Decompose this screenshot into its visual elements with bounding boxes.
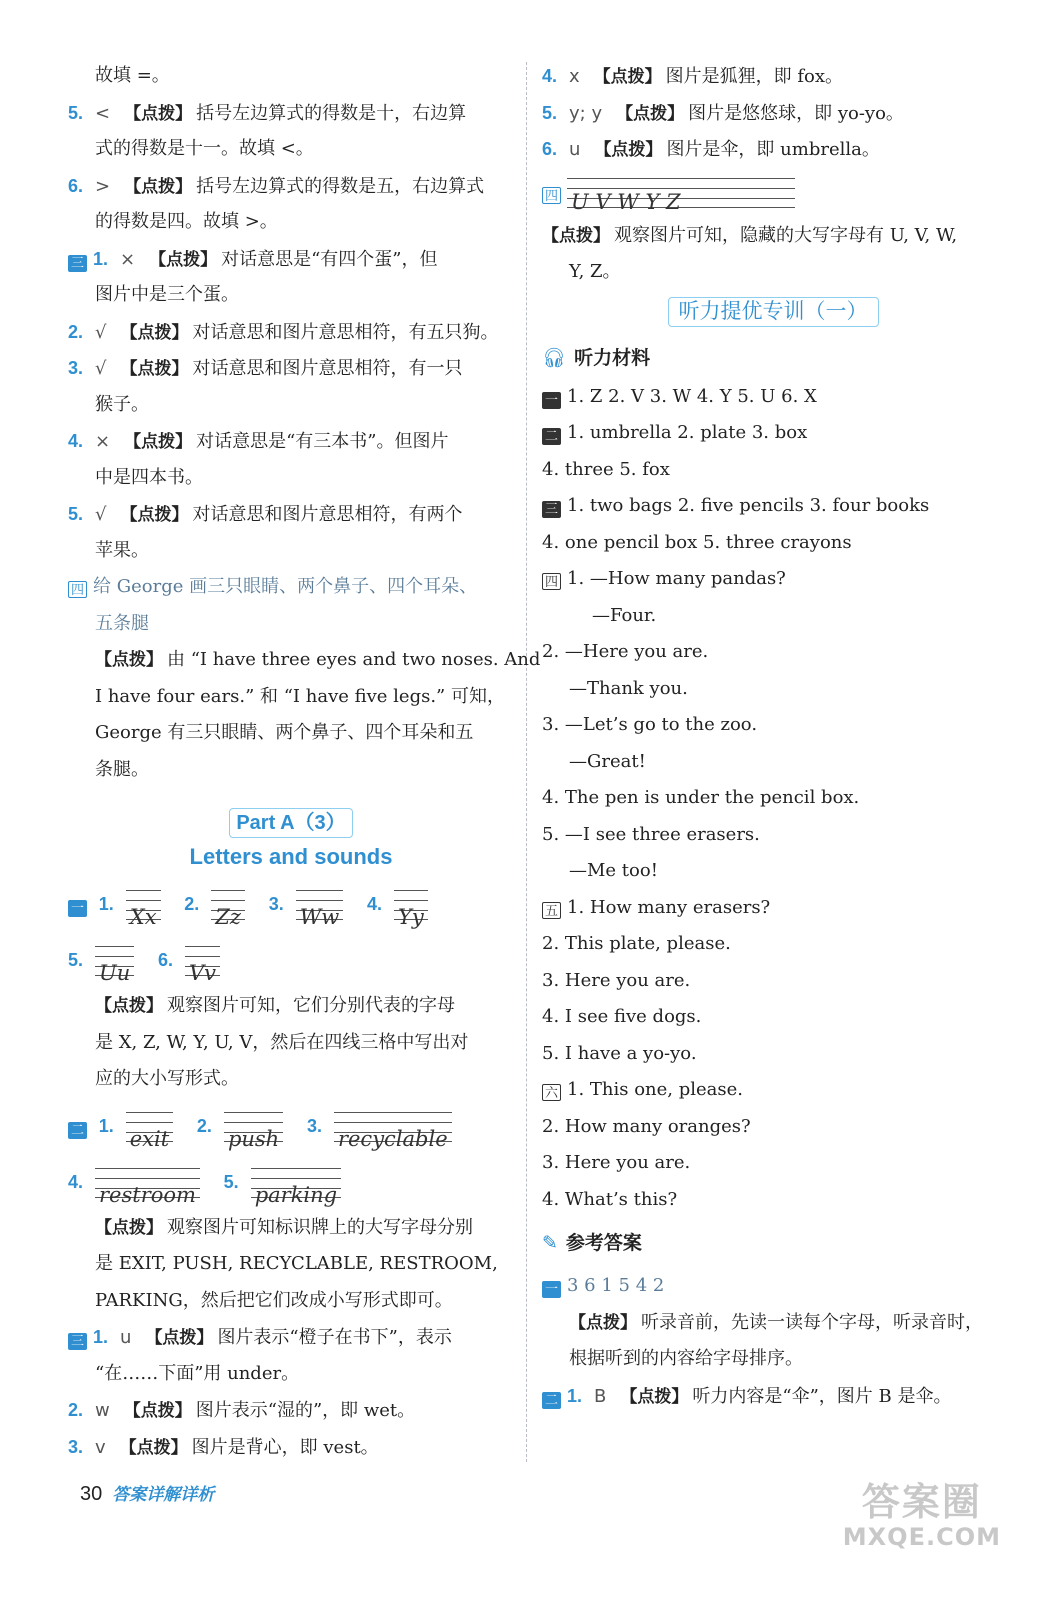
hint-text: 对话意思是“有四个蛋”，但 bbox=[221, 248, 438, 270]
material-1 bbox=[542, 379, 1004, 416]
handwriting-box bbox=[185, 946, 220, 985]
material-text: 1. umbrella 2. plate 3. box bbox=[567, 422, 808, 443]
section3-answer-2 bbox=[68, 314, 514, 351]
text-line: 是 X, Z, W, Y, U, V，然后在四线三格中写出对 bbox=[95, 1031, 469, 1053]
item-number: 4. bbox=[68, 431, 84, 451]
hint-tag: 【点拨】 bbox=[95, 1217, 163, 1238]
item-number: 4. bbox=[367, 894, 383, 914]
text-line: I have four ears.” 和 “I have five legs.” 可知， bbox=[95, 685, 505, 707]
answer-4 bbox=[542, 58, 1004, 95]
section3-answer-4 bbox=[68, 423, 514, 460]
handwriting-box bbox=[95, 1168, 200, 1207]
item-number: 2. bbox=[68, 321, 84, 342]
handwriting-box bbox=[334, 1112, 452, 1151]
answer-mark: y; y bbox=[569, 102, 603, 124]
hint-text: 对话意思和图片意思相符，有两个 bbox=[192, 504, 463, 525]
text-line: 应的大小写形式。 bbox=[95, 1068, 239, 1089]
section-two-icon: 二 bbox=[68, 1122, 87, 1139]
answer-5 bbox=[68, 95, 514, 132]
section3b-answer-1 bbox=[68, 1319, 514, 1356]
text-line: “在……下面”用 under。 bbox=[95, 1362, 300, 1384]
item-number: 5. bbox=[68, 950, 84, 970]
hint-tag: 【点拨】 bbox=[124, 176, 193, 197]
handwritten-word: recyclable bbox=[337, 1126, 448, 1151]
section3b-answer-3 bbox=[68, 1429, 514, 1466]
handwritten-letters: Uu bbox=[99, 961, 131, 985]
handwriting-box bbox=[296, 890, 344, 929]
hint-tag: 【点拨】 bbox=[120, 505, 189, 525]
section4-answer bbox=[68, 569, 514, 606]
handwritten-word: parking bbox=[254, 1182, 338, 1207]
material-text: 1. This one, please. bbox=[567, 1079, 744, 1100]
handwritten-word: push bbox=[227, 1126, 280, 1151]
answer-mark: × bbox=[95, 431, 111, 452]
answer-mark: × bbox=[120, 248, 136, 270]
hint-text: 括号左边算式的得数是十，右边算 bbox=[196, 102, 467, 124]
watermark bbox=[843, 1482, 1001, 1550]
section-four-icon: 四 bbox=[68, 581, 87, 598]
hint-tag: 【点拨】 bbox=[616, 103, 685, 124]
text-line: 4. The pen is under the pencil box. bbox=[542, 787, 860, 808]
text-line: —Great! bbox=[569, 750, 646, 772]
item-number: 5. bbox=[68, 504, 84, 524]
answers-heading bbox=[542, 1218, 1004, 1268]
item-number: 6. bbox=[157, 950, 173, 970]
section-six-icon: 六 bbox=[542, 1084, 561, 1101]
hint-text: 对话意思和图片意思相符，有五只狗。 bbox=[192, 321, 499, 343]
item-number: 2. bbox=[68, 1400, 84, 1420]
hint-line bbox=[68, 642, 541, 679]
hint-text: 听录音前，先读一读每个字母，听录音时， bbox=[641, 1311, 983, 1333]
text-line: 式的得数是十一。故填 <。 bbox=[95, 138, 314, 159]
handwritten-word: restroom bbox=[99, 1182, 196, 1207]
handwritten-letters: Yy bbox=[398, 905, 424, 929]
hint-text: 由 “I have three eyes and two noses. And bbox=[167, 649, 541, 670]
handwritten-letters: Ww bbox=[299, 905, 340, 929]
item-number: 1. bbox=[93, 1327, 109, 1347]
hint-tag: 【点拨】 bbox=[569, 1312, 637, 1333]
write-row-1 bbox=[68, 876, 514, 932]
handwriting-box bbox=[567, 178, 795, 214]
item-number: 2. bbox=[184, 894, 200, 914]
material-2 bbox=[542, 415, 1004, 452]
section-three-icon: 三 bbox=[542, 501, 561, 518]
hint-tag: 【点拨】 bbox=[124, 103, 193, 124]
material-3 bbox=[542, 488, 1004, 525]
answer-mark: x bbox=[569, 66, 580, 87]
handwriting-box bbox=[224, 1112, 283, 1151]
hint-text: 对话意思和图片意思相符，有一只 bbox=[192, 358, 463, 379]
material-text: 1. —How many pandas? bbox=[567, 568, 786, 589]
hint-text: 图片表示“湿的”，即 wet。 bbox=[195, 1400, 416, 1421]
hint-tag: 【点拨】 bbox=[120, 359, 189, 379]
text-line: 条腿。 bbox=[95, 758, 149, 780]
text-line: 2. —Here you are. bbox=[542, 641, 709, 662]
answer-text: 给 George 画三只眼睛、两个鼻子、四个耳朵、 bbox=[93, 576, 478, 597]
item-number: 4. bbox=[68, 1171, 84, 1192]
section3-answer-5 bbox=[68, 496, 514, 533]
answer-seq bbox=[542, 1268, 1004, 1305]
text-line: 猴子。 bbox=[95, 393, 149, 415]
watermark-url: MXQE.COM bbox=[842, 1522, 1001, 1551]
answer-mark: B bbox=[594, 1385, 607, 1407]
text-line: 5. —I see three erasers. bbox=[542, 823, 760, 845]
hint-tag: 【点拨】 bbox=[119, 1437, 188, 1458]
hint-tag: 【点拨】 bbox=[95, 996, 163, 1016]
answer-b bbox=[542, 1378, 1004, 1415]
brand-text: 答案详解详析 bbox=[112, 1485, 215, 1504]
column-divider bbox=[526, 62, 527, 1462]
item-number: 1. bbox=[93, 248, 109, 269]
listening-title: 听力提优专训（一） bbox=[668, 297, 879, 327]
hint-tag: 【点拨】 bbox=[123, 1401, 192, 1421]
section-two-icon: 二 bbox=[542, 1392, 561, 1409]
handwriting-box bbox=[211, 890, 245, 929]
text-line: 4. I see five dogs. bbox=[542, 1006, 702, 1027]
item-number: 1. bbox=[567, 1385, 583, 1406]
hint-text: 括号左边算式的得数是五，右边算式 bbox=[196, 175, 485, 197]
text-line: —Me too! bbox=[569, 860, 658, 881]
part-title: Part A（3） bbox=[229, 808, 352, 838]
section-four-icon: 四 bbox=[542, 573, 561, 590]
handwritten-word: exit bbox=[129, 1126, 170, 1151]
hint-tag: 【点拨】 bbox=[620, 1386, 689, 1407]
answer-mark: w bbox=[95, 1400, 110, 1421]
text-line: 根据听到的内容给字母排序。 bbox=[569, 1348, 803, 1369]
text-line: —Thank you. bbox=[569, 677, 688, 699]
handwritten-letters: Xx bbox=[129, 905, 157, 929]
hint-line bbox=[542, 218, 1004, 255]
answer-6 bbox=[542, 131, 1004, 168]
text-line: 的得数是四。故填 >。 bbox=[95, 211, 278, 232]
item-number: 6. bbox=[542, 139, 558, 159]
material-4 bbox=[542, 561, 1004, 598]
section3-answer-1 bbox=[68, 241, 514, 278]
text-line: 图片中是三个蛋。 bbox=[95, 284, 239, 305]
material-text: 1. Z 2. V 3. W 4. Y 5. U 6. X bbox=[567, 385, 817, 407]
answer-mark: v bbox=[95, 1436, 106, 1458]
text-line: 3. —Let’s go to the zoo. bbox=[542, 714, 758, 735]
hint-tag: 【点拨】 bbox=[120, 322, 189, 343]
write-row-3 bbox=[68, 1098, 514, 1154]
text-line: 2. How many oranges? bbox=[542, 1115, 751, 1137]
section3b-answer-2 bbox=[68, 1392, 514, 1429]
answer-mark: u bbox=[120, 1327, 132, 1348]
heading-text: 听力材料 bbox=[574, 346, 651, 369]
text-line: 4. What’s this? bbox=[542, 1188, 678, 1210]
text-line: PARKING，然后把它们改成小写形式即可。 bbox=[95, 1289, 453, 1311]
section-three-icon: 三 bbox=[68, 255, 87, 272]
hint-tag: 【点拨】 bbox=[149, 249, 218, 270]
text-line: 故填 =。 bbox=[95, 65, 170, 86]
page-footer bbox=[80, 1480, 214, 1506]
hint-text: 听力内容是“伞”，图片 B 是伞。 bbox=[692, 1385, 952, 1407]
answer-6 bbox=[68, 168, 514, 205]
hint-line bbox=[542, 1305, 1004, 1342]
answer-mark: √ bbox=[95, 358, 107, 379]
hint-tag: 【点拨】 bbox=[542, 225, 610, 246]
section3-answer-3 bbox=[68, 350, 514, 387]
handwriting-box bbox=[95, 946, 134, 985]
material-6 bbox=[542, 1072, 1004, 1109]
part-subtitle: Letters and sounds bbox=[189, 844, 393, 869]
text-line: 3. Here you are. bbox=[542, 969, 691, 991]
item-number: 5. bbox=[223, 1171, 239, 1192]
handwritten-letters: U V W Y Z bbox=[571, 189, 681, 214]
item-number: 5. bbox=[542, 102, 558, 123]
item-number: 2. bbox=[196, 1115, 212, 1136]
section-one-icon: 一 bbox=[68, 900, 87, 917]
item-number: 6. bbox=[68, 175, 84, 196]
hint-tag: 【点拨】 bbox=[594, 140, 663, 160]
write-row-2 bbox=[68, 932, 514, 988]
hint-text: 对话意思是“有三本书”。但图片 bbox=[196, 431, 449, 452]
answer-mark: > bbox=[95, 175, 111, 197]
hint-tag: 【点拨】 bbox=[124, 432, 193, 452]
section-three-icon: 三 bbox=[68, 1333, 87, 1350]
hint-text: 图片是伞，即 umbrella。 bbox=[666, 139, 880, 160]
headphones-icon: 🎧︎ bbox=[542, 346, 567, 369]
text-line: Y, Z。 bbox=[569, 261, 621, 282]
hint-text: 观察图片可知，它们分别代表的字母 bbox=[167, 995, 455, 1016]
answer-mark: √ bbox=[95, 321, 107, 343]
item-number: 3. bbox=[68, 1436, 84, 1457]
hint-line bbox=[68, 1210, 514, 1247]
listen-title-wrap bbox=[542, 291, 1004, 337]
text-line: 4. three 5. fox bbox=[542, 458, 670, 480]
hint-tag: 【点拨】 bbox=[593, 67, 662, 87]
material-5 bbox=[542, 890, 1004, 927]
hint-text: 图片是背心，即 vest。 bbox=[191, 1436, 379, 1458]
sequence-text: 3 6 1 5 4 2 bbox=[567, 1275, 665, 1296]
handwriting-box bbox=[126, 1112, 173, 1151]
hint-text: 图片是狐狸，即 fox。 bbox=[665, 66, 844, 87]
item-number: 1. bbox=[98, 894, 114, 914]
item-number: 3. bbox=[306, 1115, 322, 1136]
text-line: —Four. bbox=[592, 604, 657, 626]
answer-mark: < bbox=[95, 102, 111, 124]
text-line: 苹果。 bbox=[95, 539, 149, 561]
page-number: 30 bbox=[80, 1483, 103, 1505]
heading-text: 参考答案 bbox=[565, 1232, 642, 1254]
hint-text: 观察图片可知标识牌上的大写字母分别 bbox=[167, 1216, 473, 1238]
handwritten-letters: Zz bbox=[215, 905, 241, 929]
section-one-icon: 一 bbox=[542, 392, 561, 409]
handwritten-letters: Vv bbox=[189, 961, 217, 985]
right-column bbox=[542, 58, 1004, 1414]
handwriting-box bbox=[394, 890, 428, 929]
text-line: 4. one pencil box 5. three crayons bbox=[542, 531, 852, 553]
hint-tag: 【点拨】 bbox=[95, 650, 163, 670]
text-line: 五条腿 bbox=[95, 612, 149, 634]
handwriting-box bbox=[126, 890, 161, 929]
text-line: 2. This plate, please. bbox=[542, 933, 731, 954]
section-two-icon: 二 bbox=[542, 428, 561, 445]
text-line: 3. Here you are. bbox=[542, 1152, 691, 1173]
handwriting-box bbox=[251, 1168, 341, 1207]
write-row-4 bbox=[68, 1154, 514, 1210]
hint-text: 观察图片可知，隐藏的大写字母有 U, V, W, bbox=[614, 224, 958, 246]
material-text: 1. How many erasers? bbox=[567, 896, 771, 918]
text-line: 是 EXIT, PUSH, RECYCLABLE, RESTROOM, bbox=[95, 1253, 498, 1274]
item-number: 3. bbox=[68, 358, 84, 378]
materials-heading bbox=[542, 337, 1004, 379]
pen-icon: ✎ bbox=[542, 1232, 558, 1254]
part-title-wrap bbox=[68, 808, 514, 838]
item-number: 5. bbox=[68, 102, 84, 123]
text-line: 中是四本书。 bbox=[95, 466, 203, 488]
section-four-icon: 四 bbox=[542, 187, 561, 204]
text-line: 5. I have a yo-yo. bbox=[542, 1042, 697, 1064]
section4-letters bbox=[542, 168, 1004, 218]
item-number: 3. bbox=[268, 894, 284, 914]
hint-tag: 【点拨】 bbox=[145, 1328, 214, 1348]
answer-mark: √ bbox=[95, 504, 107, 525]
material-text: 1. two bags 2. five pencils 3. four books bbox=[567, 495, 930, 516]
hint-line bbox=[68, 988, 514, 1025]
section-five-icon: 五 bbox=[542, 902, 561, 919]
answer-mark: u bbox=[569, 139, 581, 160]
text-line: George 有三只眼睛、两个鼻子、四个耳朵和五 bbox=[95, 722, 474, 743]
watermark-title: 答案圈 bbox=[861, 1480, 982, 1524]
section-one-icon: 一 bbox=[542, 1281, 561, 1298]
hint-text: 图片表示“橙子在书下”，表示 bbox=[217, 1327, 452, 1348]
item-number: 4. bbox=[542, 66, 558, 86]
hint-text: 图片是悠悠球，即 yo-yo。 bbox=[688, 102, 904, 124]
item-number: 1. bbox=[98, 1115, 114, 1136]
answer-5 bbox=[542, 95, 1004, 132]
left-column bbox=[68, 58, 541, 1465]
